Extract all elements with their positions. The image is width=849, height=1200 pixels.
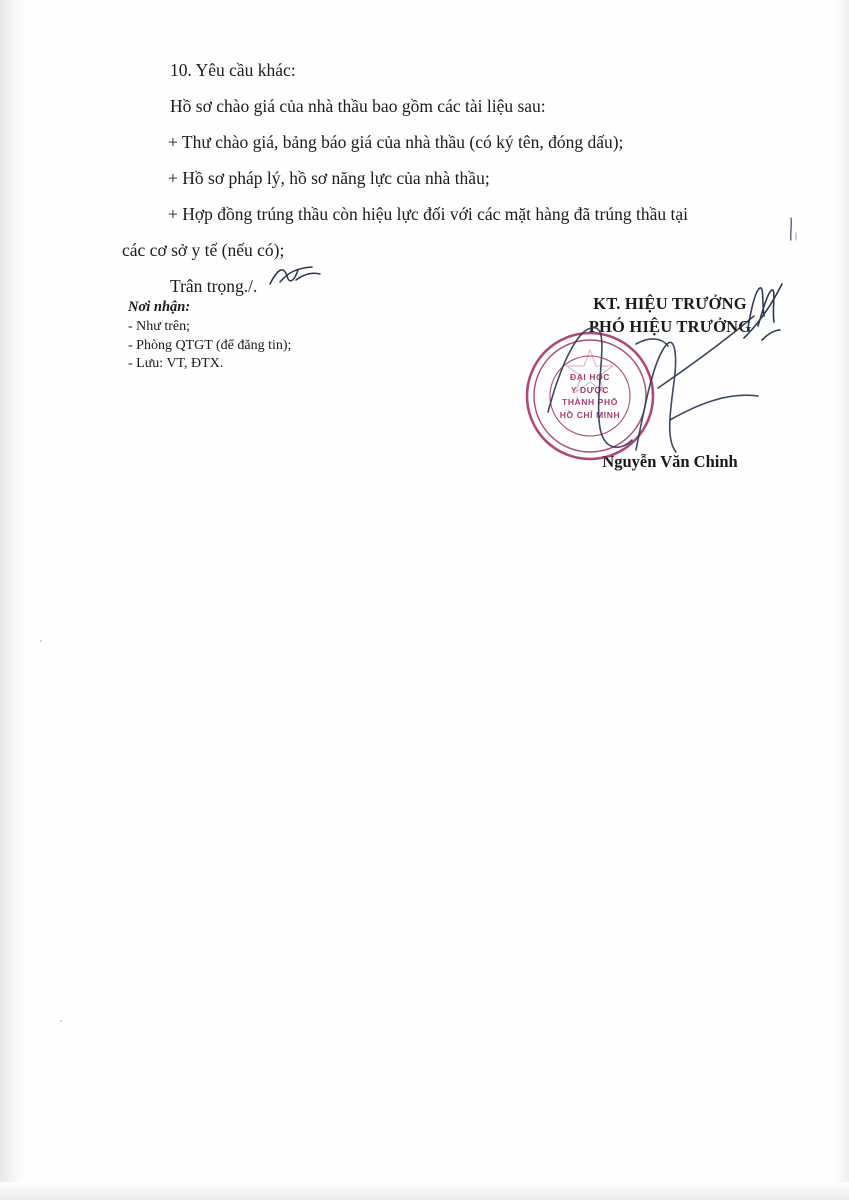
scan-edge-left [0, 0, 26, 1200]
margin-ink-mark-icon [786, 216, 796, 247]
paragraph-bullet-2: + Hồ sơ pháp lý, hồ sơ năng lực của nhà thầu; [168, 168, 490, 188]
document-body [122, 52, 782, 304]
recipients-item: - Như trên; [128, 319, 191, 334]
seal-line-2: Y DƯỢC [570, 384, 610, 395]
paragraph-closing: Trân trọng./. [170, 276, 258, 296]
paragraph-bullet-1: + Thư chào giá, bảng báo giá của nhà thầu (có ký tên, đóng dấu); [168, 132, 624, 152]
seal-line-1: ĐẠI HỌC [569, 372, 611, 382]
scan-speckle [40, 640, 42, 642]
seal-line-4: HỒ CHÍ MINH [559, 409, 621, 420]
paragraph-intro: Hồ sơ chào giá của nhà thầu bao gồm các tài liệu sau: [170, 96, 546, 116]
seal-line-3: THÀNH PHỐ [562, 397, 618, 407]
scan-edge-bottom [0, 1182, 849, 1200]
recipients-block [128, 298, 408, 374]
signature-title-line-2: PHÓ HIỆU TRƯỞNG [588, 317, 752, 336]
paragraph-item-10: 10. Yêu cầu khác: [170, 60, 296, 80]
signatory-name: Nguyễn Văn Chinh [602, 452, 738, 471]
seal-text [524, 330, 656, 462]
scan-edge-right [829, 0, 849, 1200]
scan-speckle [795, 232, 797, 241]
scan-speckle [60, 1020, 62, 1022]
paragraph-bullet-3-cont: các cơ sở y tế (nếu có); [122, 240, 285, 260]
official-seal-stamp [524, 330, 656, 462]
paragraph-bullet-3: + Hợp đồng trúng thầu còn hiệu lực đối với các mặt hàng đã trúng thầu tại [168, 204, 688, 224]
recipients-item: - Phòng QTGT (để đăng tin); [128, 337, 292, 353]
recipients-title: Nơi nhận: [128, 299, 191, 315]
signature-title-line-1: KT. HIỆU TRƯỞNG [593, 294, 747, 313]
recipients-item: - Lưu: VT, ĐTX. [128, 356, 224, 371]
